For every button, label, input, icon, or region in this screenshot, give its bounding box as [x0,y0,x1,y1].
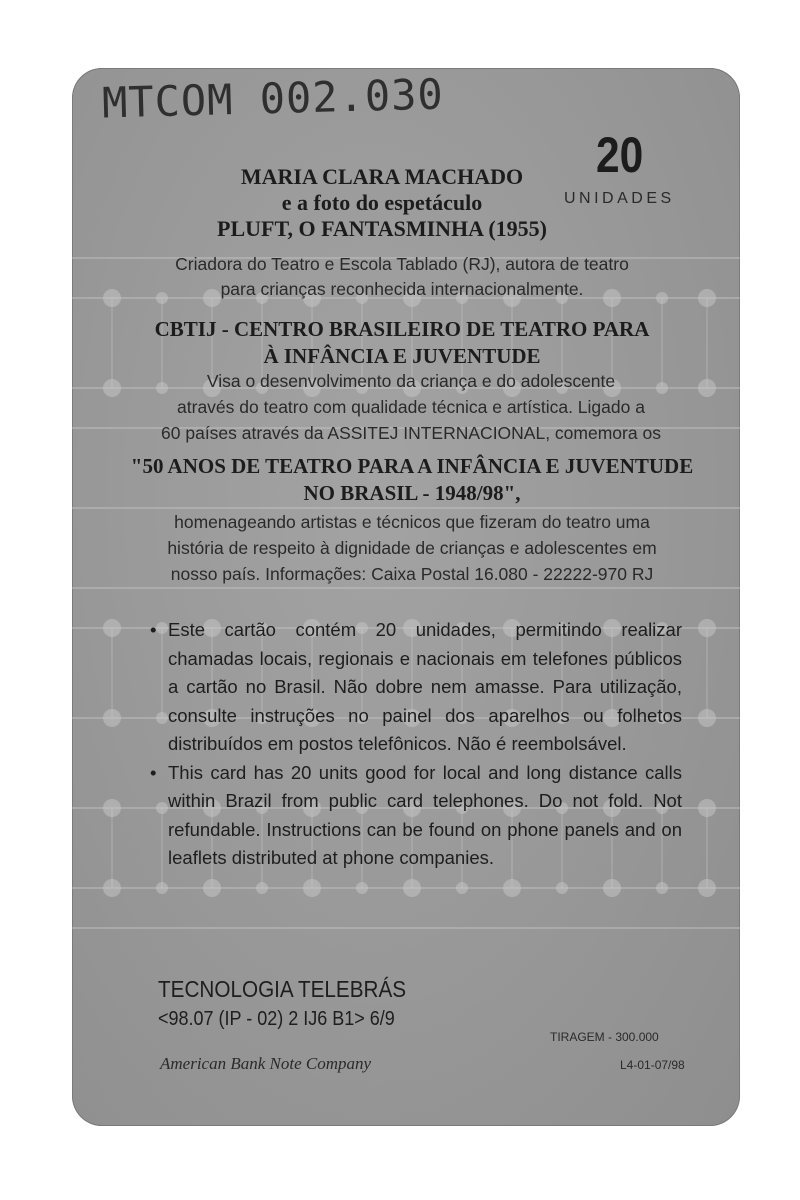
technology-label: TECNOLOGIA TELEBRÁS [158,976,407,1002]
pattern-dot [203,879,221,897]
print-run: TIRAGEM - 300.000 [550,1030,659,1044]
pattern-dot [503,879,521,897]
pattern-dot [103,799,121,817]
visa-line: através do teatro com qualidade técnica e artística. Ligado a [177,397,645,417]
usage-instructions [150,616,682,873]
title-line: PLUFT, O FANTASMINHA (1955) [217,216,547,241]
subtitle-line: para crianças reconhecida internacionalmente. [220,279,584,299]
cbtij-line: CBTIJ - CENTRO BRASILEIRO DE TEATRO PARA [154,317,650,341]
instructions-en [150,759,682,873]
card-code: <98.07 (IP - 02) 2 IJ6 B1> 6/9 [158,1008,395,1030]
cbtij-line: À INFÂNCIA E JUVENTUDE [263,344,541,368]
pattern-dot [156,882,168,894]
title-line: e a foto do espetáculo [281,190,483,215]
home-line: nosso país. Informações: Caixa Postal 16.080 - 22222-970 RJ [170,564,654,584]
cbtij-heading [132,316,672,370]
pattern-dot [456,882,468,894]
pattern-dot [698,619,716,637]
tribute-text [112,509,712,587]
title-line: MARIA CLARA MACHADO [240,164,524,189]
bullet-icon: • [150,619,157,640]
pattern-dot [356,882,368,894]
anos-line: "50 ANOS DE TEATRO PARA A INFÂNCIA E JUVENTUDE [130,454,694,478]
visa-line: Visa o desenvolvimento da criança e do adolescente [206,371,616,391]
pattern-dot [603,879,621,897]
subtitle [102,252,702,302]
handwritten-code: MTCOM 002.030 [101,69,445,128]
anos-line: NO BRASIL - 1948/98", [303,481,521,505]
pattern-dot [403,879,421,897]
printer-signature: American Bank Note Company [160,1054,372,1073]
anniversary-heading [112,453,712,507]
instructions-en-text: This card has 20 units good for local and long distance calls within Brazil from public card telephones. Do not fold. Not refundable. Instructions can be found on phone panels and on leaflets distributed at phone companies. [168,761,682,868]
home-line: história de respeito à dignidade de crianças e adolescentes em [167,538,657,558]
pattern-dot [698,799,716,817]
cbtij-description [116,368,706,446]
lot-code: L4-01-07/98 [620,1058,685,1072]
pattern-dot [103,879,121,897]
pattern-dot [698,879,716,897]
instructions-pt-text: Este cartão contém 20 unidades, permitindo realizar chamadas locais, regionais e nacionais em telefones públicos a cartão no Brasil. Não dobre nem amasse. Para utilização, consulte instruções no painel dos aparelhos ou folhetos distribuídos em postos telefônicos. Não é reembolsável. [168,619,682,754]
pattern-dot [303,879,321,897]
pattern-dot [698,709,716,727]
phone-card-back [72,68,740,1126]
pattern-dot [656,882,668,894]
instructions-pt [150,616,682,759]
pattern-dot [556,882,568,894]
pattern-dot [103,709,121,727]
bullet-icon: • [150,761,157,783]
pattern-dot [103,619,121,637]
units-label: UNIDADES [564,190,675,207]
home-line: homenageando artistas e técnicos que fizeram do teatro uma [174,512,650,532]
pattern-dot [256,882,268,894]
visa-line: 60 países através da ASSITEJ INTERNACIONAL, comemora os [161,423,661,443]
subtitle-line: Criadora do Teatro e Escola Tablado (RJ), autora de teatro [175,254,629,274]
units-number: 20 [596,127,644,183]
card-title [172,164,592,242]
